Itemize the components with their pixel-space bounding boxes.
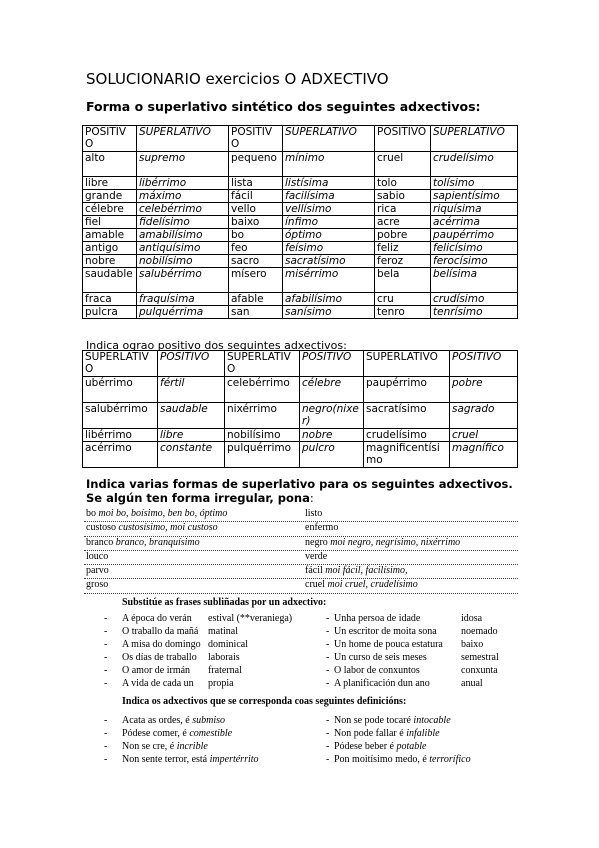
table-row <box>83 377 518 403</box>
table-cell: felicísimo <box>431 242 518 255</box>
bullet-dash: - <box>326 741 330 752</box>
section4-heading: Substitúe as frases subliñadas por un adxectivo: <box>122 597 327 608</box>
table-cell: pobre <box>375 229 431 242</box>
adjective-right <box>305 551 327 562</box>
answer: noemado <box>461 626 498 637</box>
table-cell: cru <box>375 293 431 306</box>
prompt: A vida de cada un <box>122 678 194 689</box>
bullet-dash: - <box>104 613 108 624</box>
table-row <box>83 203 518 216</box>
answer: moi bo, boísimo, ben bo, óptimo <box>98 508 228 519</box>
table-cell: mínimo <box>283 152 375 177</box>
table-cell: pobre <box>450 377 518 403</box>
bullet-dash: - <box>104 741 108 752</box>
answer: terrorífico <box>429 754 471 765</box>
bullet-dash: - <box>326 754 330 765</box>
bullet-dash: - <box>104 728 108 739</box>
table-row <box>83 255 518 268</box>
table-row <box>83 442 518 468</box>
section5-right-list <box>326 715 526 767</box>
answer: idosa <box>461 613 483 624</box>
list-item <box>104 626 324 639</box>
table-cell: vellísimo <box>283 203 375 216</box>
table-cell: celebérrimo <box>137 203 229 216</box>
table-cell: crudelísimo <box>431 152 518 177</box>
adjective: groso <box>86 579 109 591</box>
table-cell: feo <box>229 242 283 255</box>
adjective: parvo <box>86 565 109 577</box>
table-row <box>83 242 518 255</box>
bullet-dash: - <box>326 613 330 624</box>
prompt-text <box>334 652 427 663</box>
bullet-dash: - <box>326 639 330 650</box>
table-cell: fértil <box>158 377 225 403</box>
table-cell: pulquérrimo <box>225 442 300 468</box>
adjective-right <box>305 522 338 533</box>
adjective: fácil <box>305 565 323 577</box>
prompt-text <box>122 754 259 765</box>
prompt-text <box>122 613 192 624</box>
table-cell: saudable <box>83 268 137 293</box>
list-item <box>104 741 324 754</box>
table-cell: saudable <box>158 403 225 429</box>
table-cell: sacro <box>229 255 283 268</box>
table-header-cell: SUPERLATIVO <box>137 126 229 152</box>
table-cell: misérrimo <box>283 268 375 293</box>
table-cell: riquísima <box>431 203 518 216</box>
prompt: A época do verán <box>122 613 192 624</box>
table-cell: san <box>229 306 283 319</box>
bullet-dash: - <box>104 626 108 637</box>
table-cell: sagrado <box>450 403 518 429</box>
table-header-cell: SUPERLATIVO <box>225 351 300 377</box>
section3-heading-colon: : <box>309 491 314 505</box>
list-item <box>104 665 324 678</box>
prompt-text <box>122 626 198 637</box>
answer: custosísimo, moi custoso <box>118 522 218 534</box>
adjective-left <box>86 551 108 562</box>
prompt-text <box>334 678 430 689</box>
adjective-right <box>305 579 418 590</box>
adjective: verde <box>305 550 328 562</box>
table-cell: célebre <box>83 203 137 216</box>
table-cell: ínfimo <box>283 216 375 229</box>
prompt: O amor de irmán <box>122 665 191 676</box>
answer: potable <box>396 741 427 752</box>
table-header-cell: SUPERLATIVO <box>364 351 450 377</box>
table-cell: paupérrimo <box>431 229 518 242</box>
answer: estival (**veraniega) <box>208 613 293 624</box>
prompt: Un curso de seis meses <box>334 652 427 663</box>
table-cell: lista <box>229 177 283 190</box>
list-item <box>326 678 526 691</box>
table-cell: fidelísimo <box>137 216 229 229</box>
table-header-cell: SUPERLATIVO <box>431 126 518 152</box>
table-cell: fraca <box>83 293 137 306</box>
table-cell: fiel <box>83 216 137 229</box>
table-header-row <box>83 351 518 377</box>
table-header-cell: POSITIVO <box>375 126 431 152</box>
table-cell: crudísimo <box>431 293 518 306</box>
table-cell: sabio <box>375 190 431 203</box>
table-cell: antiquísimo <box>137 242 229 255</box>
adjective-left <box>86 508 227 519</box>
table-cell: belísima <box>431 268 518 293</box>
prompt: Un home de pouca estatura <box>334 639 443 650</box>
list-item <box>326 639 526 652</box>
table-row <box>83 293 518 306</box>
table-cell: sanísimo <box>283 306 375 319</box>
adjective: enfermo <box>305 522 339 534</box>
adjective-right <box>305 508 322 519</box>
table-cell: cruel <box>450 429 518 442</box>
table-cell: vello <box>229 203 283 216</box>
prompt-text <box>334 613 420 624</box>
answer: moi negro, negrísimo, nixérrimo <box>330 536 461 548</box>
superlative-forms-list <box>84 508 518 594</box>
table-cell: libérrimo <box>137 177 229 190</box>
section4-right-list <box>326 613 526 691</box>
prompt-text <box>334 754 471 765</box>
answer: submiso <box>192 715 226 726</box>
section5-left-list <box>104 715 324 767</box>
list-item <box>104 715 324 728</box>
table-cell: sapientísimo <box>431 190 518 203</box>
table-cell: nobilísimo <box>225 429 300 442</box>
table-cell: sacratísimo <box>283 255 375 268</box>
bullet-dash: - <box>326 665 330 676</box>
table-cell: afable <box>229 293 283 306</box>
table-cell: pequeno <box>229 152 283 177</box>
answer: infalible <box>406 728 440 739</box>
answer: dominical <box>208 639 248 650</box>
table-row <box>83 268 518 293</box>
table-cell: libérrimo <box>83 429 158 442</box>
table-cell: acérrima <box>431 216 518 229</box>
table-row <box>83 177 518 190</box>
adjective: branco <box>86 536 114 548</box>
section5-heading: Indica os adxectivos que se corresponda coas seguintes definicións: <box>122 696 407 707</box>
table-cell: paupérrimo <box>364 377 450 403</box>
section1-heading: Forma o superlativo sintético dos seguintes adxectivos: <box>86 99 481 114</box>
prompt-text <box>334 639 443 650</box>
prompt: Non sente terror, está <box>122 754 208 765</box>
table-cell: pulcro <box>300 442 364 468</box>
section4-left-list <box>104 613 324 691</box>
table-cell: celebérrimo <box>225 377 300 403</box>
table-row <box>83 152 518 177</box>
bullet-dash: - <box>326 728 330 739</box>
list-item <box>326 741 526 754</box>
bullet-dash: - <box>326 652 330 663</box>
table-cell: listísima <box>283 177 375 190</box>
table-cell: afabilísimo <box>283 293 375 306</box>
adjective-left <box>86 579 108 590</box>
table-cell: magnificentísimo <box>364 442 450 468</box>
table-cell: constante <box>158 442 225 468</box>
adjective-left <box>86 537 200 548</box>
table-cell: cruel <box>375 152 431 177</box>
table-cell: alto <box>83 152 137 177</box>
prompt: Pódese comer, é <box>122 728 187 739</box>
bullet-dash: - <box>104 652 108 663</box>
prompt-text <box>122 665 190 676</box>
adjective: cruel <box>305 579 325 591</box>
table-cell: ubérrimo <box>83 377 158 403</box>
prompt: A planificación dun ano <box>334 678 430 689</box>
list-item <box>326 715 526 728</box>
prompt-text <box>122 728 232 739</box>
section3-heading-text: Indica varias formas de superlativo para os seguintes adxectivos. Se algún ten forma irregular, pona <box>86 477 513 505</box>
list-item <box>84 522 518 536</box>
bullet-dash: - <box>326 715 330 726</box>
list-item <box>326 626 526 639</box>
table-row <box>83 216 518 229</box>
bullet-dash: - <box>104 665 108 676</box>
table-cell: célebre <box>300 377 364 403</box>
table-cell: supremo <box>137 152 229 177</box>
table-cell: pulcra <box>83 306 137 319</box>
table-cell: feliz <box>375 242 431 255</box>
table-cell: pulquérrima <box>137 306 229 319</box>
adjective: listo <box>305 508 323 519</box>
answer: laborais <box>208 652 240 663</box>
bullet-dash: - <box>326 626 330 637</box>
table-cell: sacratísimo <box>364 403 450 429</box>
adjective: custoso <box>86 522 116 534</box>
answer: impertérrito <box>209 754 259 765</box>
prompt-text <box>122 678 194 689</box>
list-item <box>326 613 526 626</box>
table-cell: rica <box>375 203 431 216</box>
answer: intocable <box>413 715 451 726</box>
list-item <box>104 754 324 767</box>
prompt: O labor de conxuntos <box>334 665 420 676</box>
table-row <box>83 403 518 429</box>
adjective: negro <box>305 536 328 548</box>
table-cell: bela <box>375 268 431 293</box>
table-cell: amabilísimo <box>137 229 229 242</box>
table-header-cell: SUPERLATIVO <box>83 351 158 377</box>
list-item <box>104 652 324 665</box>
prompt: Os días de traballo <box>122 652 197 663</box>
table-cell: acre <box>375 216 431 229</box>
table-cell: facilísima <box>283 190 375 203</box>
prompt: Un escritor de moita sona <box>334 626 437 637</box>
table-cell: fraquísima <box>137 293 229 306</box>
table-cell: antigo <box>83 242 137 255</box>
table-cell: salubérrimo <box>137 268 229 293</box>
table-header-row <box>83 126 518 152</box>
answer: propia <box>208 678 234 689</box>
prompt-text <box>122 715 225 726</box>
bullet-dash: - <box>104 715 108 726</box>
adjective-right <box>305 537 460 548</box>
table-cell: tolísimo <box>431 177 518 190</box>
table-header-cell: POSITIVO <box>450 351 518 377</box>
table-cell: máximo <box>137 190 229 203</box>
list-item <box>326 728 526 741</box>
adjective: bo <box>86 508 96 519</box>
page-title: SOLUCIONARIO exercicios O ADXECTIVO <box>86 70 389 88</box>
table-cell: feroz <box>375 255 431 268</box>
answer: baixo <box>461 639 484 650</box>
table-cell: nobilísimo <box>137 255 229 268</box>
bullet-dash: - <box>326 678 330 689</box>
table-row <box>83 229 518 242</box>
table-cell: nobre <box>83 255 137 268</box>
section2-heading: Indica ograo positivo dos seguintes adxectivos: <box>86 339 347 352</box>
table-cell: fácil <box>229 190 283 203</box>
table-cell: tolo <box>375 177 431 190</box>
table-cell: baixo <box>229 216 283 229</box>
answer: branco, branquísimo <box>115 536 200 548</box>
prompt-text <box>334 626 437 637</box>
prompt-text <box>334 728 440 739</box>
positive-table <box>82 350 518 468</box>
table-cell: feísimo <box>283 242 375 255</box>
table-cell: amable <box>83 229 137 242</box>
prompt-text <box>334 741 426 752</box>
list-item <box>326 665 526 678</box>
list-item <box>326 754 526 767</box>
table-cell: negro(nixer) <box>300 403 364 429</box>
table-cell: libre <box>83 177 137 190</box>
table-cell: grande <box>83 190 137 203</box>
prompt-text <box>122 639 201 650</box>
adjective-left <box>86 565 109 576</box>
prompt: Acata as ordes, é <box>122 715 190 726</box>
superlative-table <box>82 125 518 319</box>
bullet-dash: - <box>104 678 108 689</box>
prompt-text <box>334 715 451 726</box>
table-row <box>83 429 518 442</box>
table-header-cell: POSITIVO <box>229 126 283 152</box>
list-item <box>104 728 324 741</box>
list-item <box>84 565 518 579</box>
table-cell: tenrísimo <box>431 306 518 319</box>
table-cell: óptimo <box>283 229 375 242</box>
list-item <box>84 579 518 593</box>
bullet-dash: - <box>104 639 108 650</box>
prompt: Unha persoa de idade <box>334 613 421 624</box>
prompt: A misa do domingo <box>122 639 201 650</box>
adjective-right <box>305 565 407 576</box>
table-cell: mísero <box>229 268 283 293</box>
answer: fraternal <box>208 665 242 676</box>
table-cell: nobre <box>300 429 364 442</box>
list-item <box>84 551 518 565</box>
table-cell: nixérrimo <box>225 403 300 429</box>
answer: conxunta <box>461 665 498 676</box>
list-item <box>104 613 324 626</box>
prompt: Pódese beber é <box>334 741 394 752</box>
table-row <box>83 190 518 203</box>
table-cell: crudelísimo <box>364 429 450 442</box>
prompt: Non se cre, é <box>122 741 175 752</box>
table-header-cell: POSITIVO <box>158 351 225 377</box>
table-cell: bo <box>229 229 283 242</box>
answer: anual <box>461 678 483 689</box>
adjective-left <box>86 522 218 533</box>
answer: moi fácil, facilísimo, <box>325 565 408 577</box>
table-cell: acérrimo <box>83 442 158 468</box>
section3-heading <box>86 477 516 505</box>
list-item <box>84 537 518 551</box>
table-cell: salubérrimo <box>83 403 158 429</box>
answer: incrible <box>176 741 208 752</box>
table-cell: magnífico <box>450 442 518 468</box>
prompt: O traballo da mañá <box>122 626 199 637</box>
bullet-dash: - <box>104 754 108 765</box>
prompt: Non se pode tocaré <box>334 715 411 726</box>
answer: semestral <box>461 652 499 663</box>
table-cell: ferocísimo <box>431 255 518 268</box>
table-header-cell: POSITIVO <box>83 126 137 152</box>
answer: moi cruel, crudelísimo <box>327 579 418 591</box>
prompt-text <box>122 652 197 663</box>
table-header-cell: POSITIVO <box>300 351 364 377</box>
table-row <box>83 306 518 319</box>
table-cell: libre <box>158 429 225 442</box>
adjective: louco <box>86 550 109 562</box>
list-item <box>104 639 324 652</box>
list-item <box>104 678 324 691</box>
prompt-text <box>122 741 208 752</box>
table-header-cell: SUPERLATIVO <box>283 126 375 152</box>
prompt: Pon moitísimo medo, é <box>334 754 427 765</box>
prompt: Non pode fallar é <box>334 728 404 739</box>
table-cell: tenro <box>375 306 431 319</box>
answer: matinal <box>208 626 238 637</box>
prompt-text <box>334 665 420 676</box>
list-item <box>326 652 526 665</box>
answer: comestible <box>189 728 233 739</box>
list-item <box>84 508 518 522</box>
